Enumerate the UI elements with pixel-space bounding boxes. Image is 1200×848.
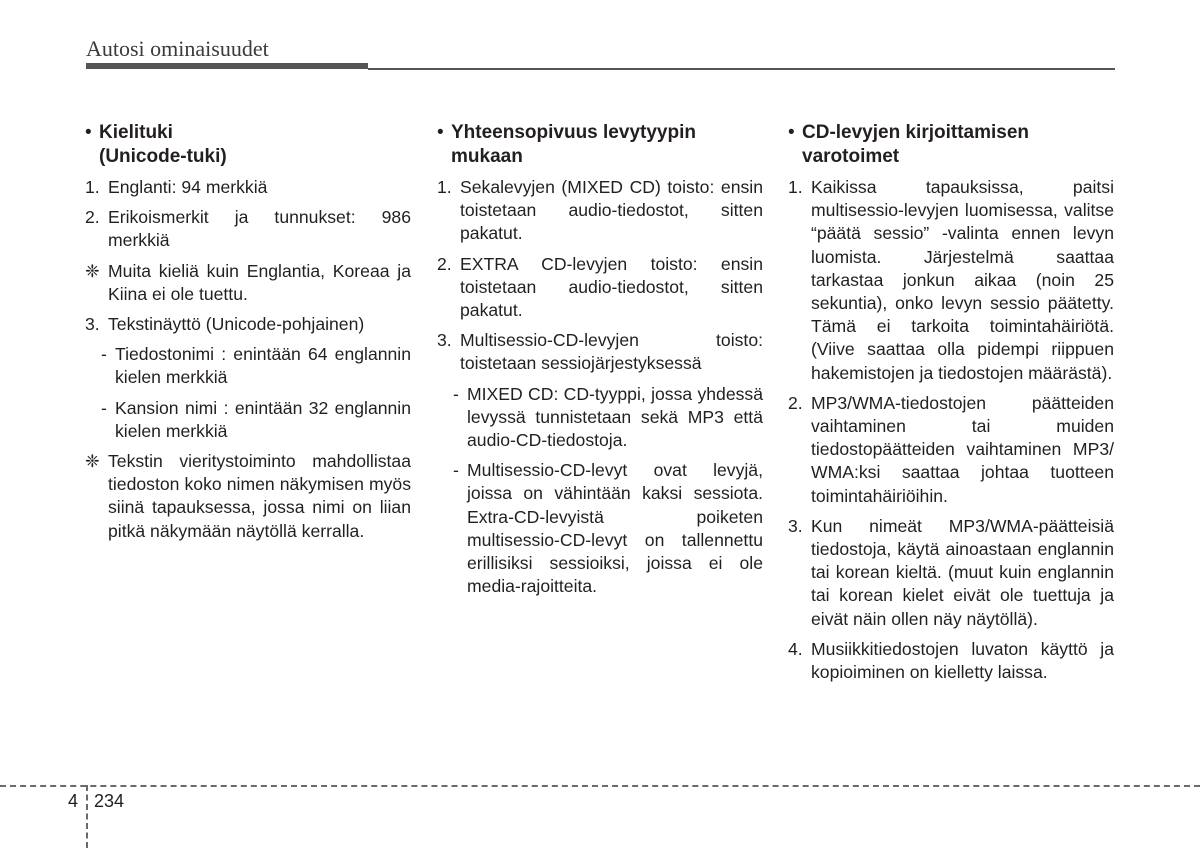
column-disc-compatibility — [437, 121, 763, 605]
list-item — [437, 329, 763, 375]
list-item — [437, 253, 763, 323]
sub-item — [85, 397, 411, 443]
sub-item-text: Tiedostonimi : enintään 64 englannin kielen merkkiä — [115, 344, 411, 388]
list-item — [788, 515, 1114, 631]
dash-marker: - — [101, 344, 107, 365]
item-number: 1. — [788, 177, 803, 197]
list-item — [437, 176, 763, 246]
note-text: Muita kieliä kuin Englantia, Koreaa ja Kiina ei ole tuettu. — [108, 260, 411, 304]
bullet-icon: • — [85, 122, 92, 143]
heading-line-2: (Unicode-tuki) — [99, 145, 227, 167]
sub-item-text: MIXED CD: CD-tyyppi, jossa yhdessä levyssä tunnistetaan sekä MP3 että audio-CD-tiedostoja. — [467, 383, 763, 451]
item-number: 3. — [85, 314, 100, 335]
item-text: MP3/WMA-tiedostojen päätteiden vaihtaminen tai muiden tiedostopäätteiden vaihtaminen MP3/ WMA:ksi saattaa johtaa tuotteen toimintahäiriöihin. — [811, 392, 1114, 506]
list-item — [788, 638, 1114, 684]
column-cd-burning-precautions — [788, 121, 1114, 691]
note-item — [85, 260, 411, 306]
note-text: Tekstin vieritystoiminto mahdollistaa tiedoston koko nimen näkymisen myös siinä tapauksessa, jossa nimi on liian pitkä näkymään näytöllä kerralla. — [108, 451, 411, 541]
sub-item-text: Kansion nimi : enintään 32 englannin kielen merkkiä — [115, 397, 411, 441]
item-number: 2. — [437, 253, 452, 274]
section-heading — [85, 121, 411, 168]
heading-line-1: Kielituki — [99, 122, 173, 143]
column-language-support — [85, 121, 411, 550]
dash-marker: - — [453, 460, 459, 481]
item-text: Kun nimeät MP3/WMA-päätteisiä tiedostoja, käytä ainoastaan englannin tai korean kieltä. (muut kuin englannin tai korean kielet eivät ole tuettuja ja eivät näin ollen näy näytöllä). — [811, 515, 1114, 629]
heading-text: CD-levyjen kirjoittamisen varotoimet — [802, 122, 1030, 167]
item-number: 2. — [85, 207, 100, 228]
note-asterisk-icon: ❈ — [85, 451, 100, 472]
page-number: 234 — [94, 791, 125, 811]
item-text: Erikoismerkit ja tunnukset: 986 merkkiä — [108, 207, 411, 251]
page-header-title: Autosi ominaisuudet — [86, 36, 269, 61]
item-number: 2. — [788, 392, 803, 413]
section-heading — [437, 121, 763, 168]
item-number: 4. — [788, 638, 803, 659]
item-text: Tekstinäyttö (Unicode-pohjainen) — [108, 314, 365, 335]
bullet-icon: • — [788, 122, 795, 143]
item-number: 1. — [85, 177, 100, 197]
footer-divider — [86, 785, 88, 848]
dash-marker: - — [101, 397, 107, 418]
sub-item — [85, 343, 411, 389]
section-heading — [788, 121, 1114, 168]
sub-item — [437, 459, 763, 598]
item-text: Sekalevyjen (MIXED CD) toisto: ensin toistetaan audio-tiedostot, sitten pakatut. — [460, 177, 763, 244]
sub-item-text: Multisessio-CD-levyt ovat levyjä, joissa on vähintään kaksi sessiota. Extra-CD-levyistä poiketen multisessio-CD-levyt on tallennettu erillisiksi sessioiksi, joissa ei ole media-rajoitteita. — [467, 460, 763, 597]
dash-marker: - — [453, 383, 459, 404]
heading-text: Yhteensopivuus levytyypin mukaan — [451, 122, 696, 167]
item-text: Englanti: 94 merkkiä — [108, 177, 268, 197]
item-text: EXTRA CD-levyjen toisto: ensin toistetaan audio-tiedostot, sitten pakatut. — [460, 253, 763, 321]
list-item — [85, 313, 411, 336]
list-item — [788, 392, 1114, 508]
sub-item — [437, 383, 763, 453]
item-text: Musiikkitiedostojen luvaton käyttö ja kopioiminen on kielletty laissa. — [811, 638, 1114, 683]
header-bar — [86, 63, 368, 69]
note-item — [85, 450, 411, 543]
list-item — [85, 206, 411, 252]
item-text: Multisessio-CD-levyjen toisto: toistetaan sessiojärjestyksessä — [460, 330, 763, 374]
list-item — [85, 176, 411, 199]
item-text: Kaikissa tapauksissa, paitsi multisessio-levyjen luomisessa, valitse “päätä sessio” -valinta ennen levyn luomista. Järjestelmä saattaa tarkastaa jonkun aikaa (noin 25 sekuntia), onko levyn sessio päätetty. Tämä ei tarkoita toimintahäiriötä. (Viive saattaa olla pidempi riippuen hakemistojen ja tiedostojen määrästä). — [811, 177, 1114, 383]
list-item — [788, 176, 1114, 385]
item-number: 3. — [788, 515, 803, 536]
bullet-icon: • — [437, 122, 444, 143]
item-number: 1. — [437, 177, 452, 197]
footer-rule — [0, 785, 1200, 787]
item-number: 3. — [437, 330, 452, 351]
header-rule — [368, 68, 1115, 70]
chapter-number: 4 — [68, 791, 79, 811]
note-asterisk-icon: ❈ — [85, 260, 100, 281]
